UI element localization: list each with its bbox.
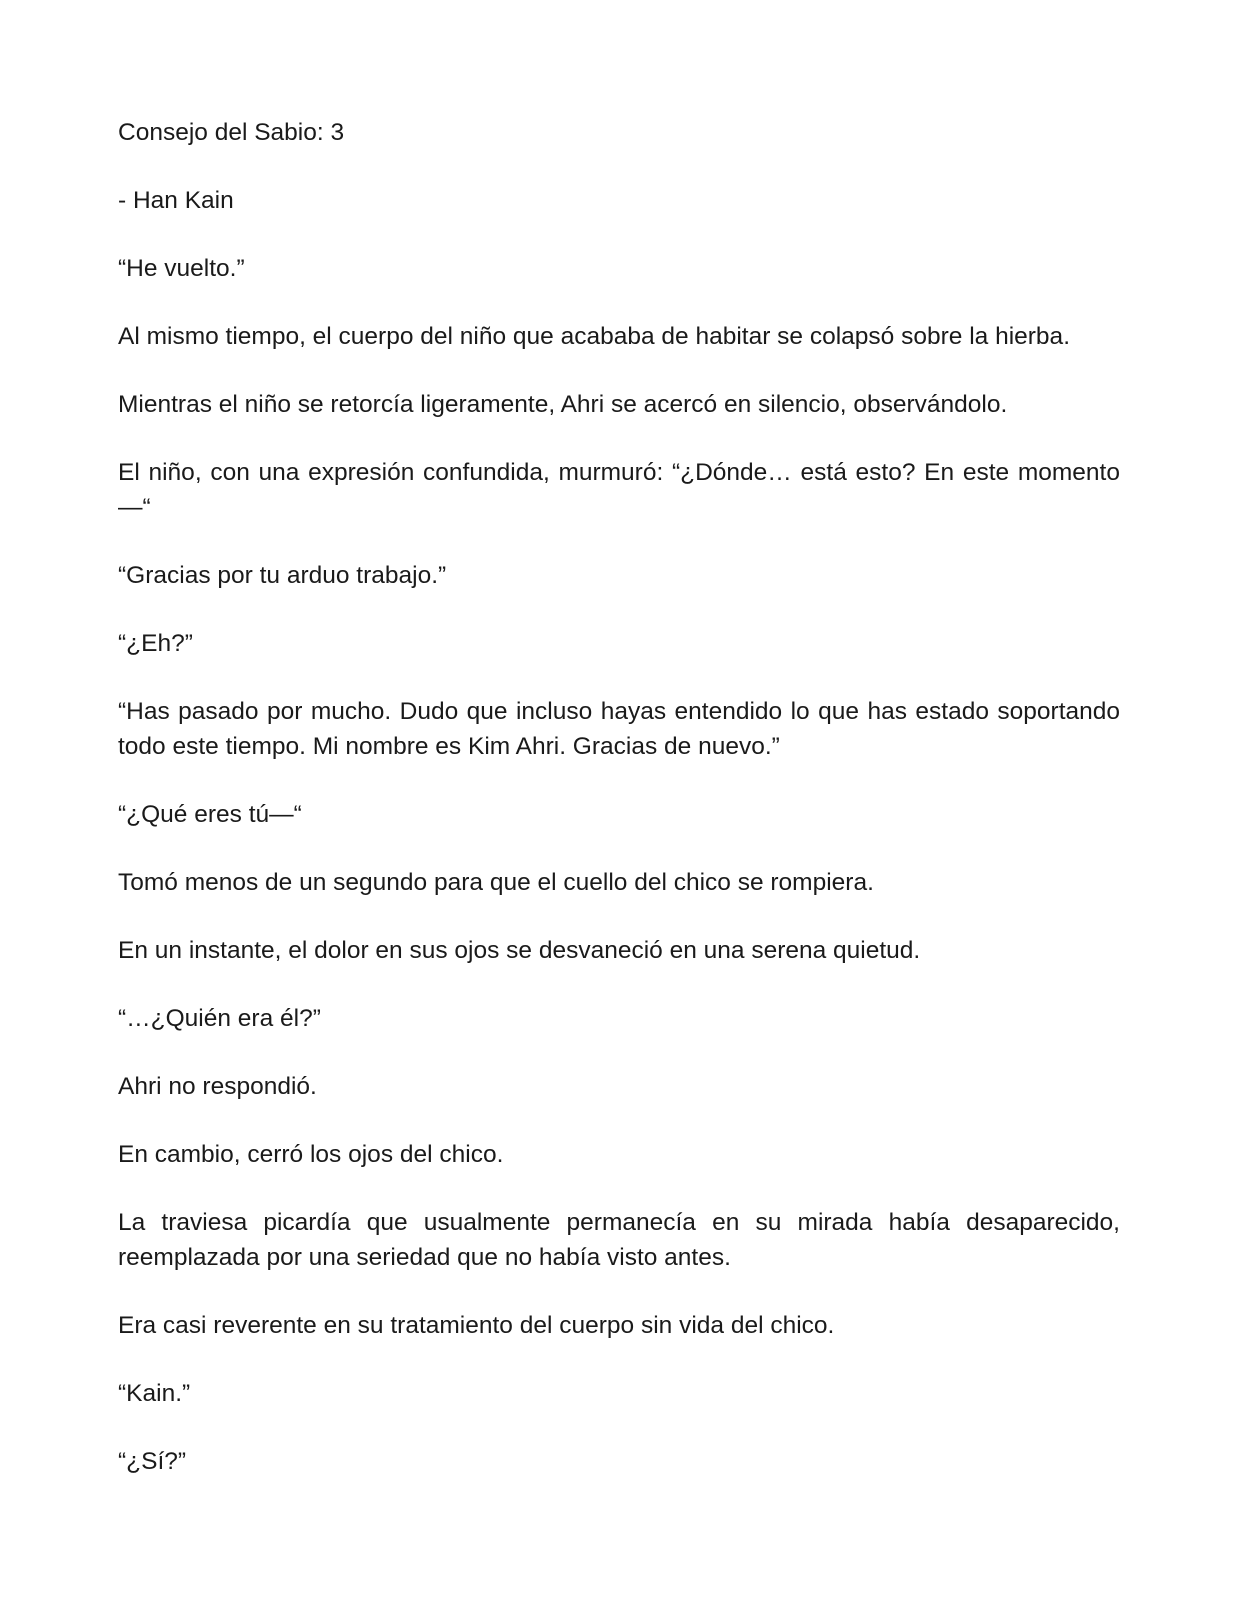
paragraph: “Gracias por tu arduo trabajo.”: [118, 562, 447, 589]
author-line: - Han Kain: [118, 187, 234, 214]
paragraph: Era casi reverente en su tratamiento del cuerpo sin vida del chico.: [118, 1312, 835, 1339]
document-title: Consejo del Sabio: 3: [118, 119, 345, 146]
paragraph: “He vuelto.”: [118, 255, 245, 282]
document-page: [118, 115, 1120, 1512]
paragraph: “¿Sí?”: [118, 1448, 187, 1475]
paragraph: “Kain.”: [118, 1380, 191, 1407]
paragraph: “¿Eh?”: [118, 630, 193, 657]
paragraph: “Has pasado por mucho. Dudo que incluso hayas entendido lo que has estado soportando todo este tiempo. Mi nombre es Kim Ahri. Gracias de nuevo.”: [118, 698, 1120, 760]
paragraph: Ahri no respondió.: [118, 1073, 317, 1100]
paragraph: Mientras el niño se retorcía ligeramente, Ahri se acercó en silencio, observándolo.: [118, 391, 1008, 418]
paragraph: En cambio, cerró los ojos del chico.: [118, 1141, 504, 1168]
paragraph: El niño, con una expresión confundida, murmuró: “¿Dónde… está esto? En este momento—“: [118, 459, 1120, 521]
paragraph: “…¿Quién era él?”: [118, 1005, 321, 1032]
paragraph: Tomó menos de un segundo para que el cuello del chico se rompiera.: [118, 869, 874, 896]
paragraph: La traviesa picardía que usualmente permanecía en su mirada había desaparecido, reemplazada por una seriedad que no había visto antes.: [118, 1209, 1120, 1271]
paragraph: “¿Qué eres tú—“: [118, 801, 302, 828]
paragraph: En un instante, el dolor en sus ojos se desvaneció en una serena quietud.: [118, 937, 921, 964]
paragraph: Al mismo tiempo, el cuerpo del niño que acababa de habitar se colapsó sobre la hierba.: [118, 323, 1070, 350]
